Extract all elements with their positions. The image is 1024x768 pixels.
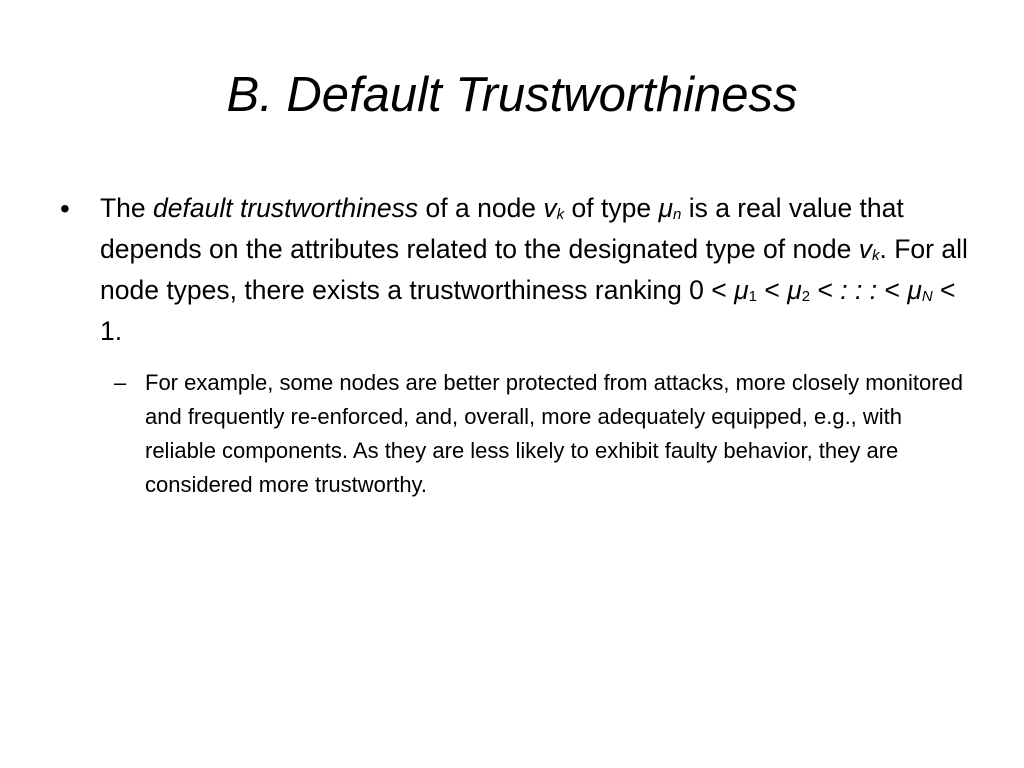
math-subscript: 1 [748, 288, 757, 305]
sub-bullet-marker: – [114, 370, 127, 395]
math-subscript: n [672, 206, 682, 223]
text-part: < [877, 275, 908, 305]
bullet-text [100, 188, 970, 352]
text-part: The [100, 193, 154, 223]
text-part: of type [564, 193, 659, 223]
math-ellipsis: : : : [840, 275, 878, 305]
math-subscript: 2 [801, 288, 811, 305]
math-variable: μ [734, 275, 749, 305]
text-part: of a node [418, 193, 544, 223]
math-variable: μ [658, 193, 673, 223]
sub-bullet-text: For example, some nodes are better protected from attacks, more closely monitored and frequently re-enforced, and, overall, more adequately equipped, e.g., with reliable components. As they are less likely to exhibit faulty behavior, they are considered more trustworthy. [145, 370, 964, 497]
bullet-marker: • [60, 193, 70, 224]
math-subscript: k [556, 206, 565, 223]
math-variable: μ [907, 275, 922, 305]
text-part: . For all node types, there exists a trustworthiness ranking 0 < [100, 234, 968, 305]
slide-content [60, 188, 970, 502]
slide-title: B. Default Trustworthiness [226, 68, 798, 122]
math-variable: μ [787, 275, 802, 305]
emphasis-term: default trustworthiness [153, 193, 419, 223]
text-part: < [810, 275, 841, 305]
sub-bullet-item [114, 366, 970, 502]
math-variable: v [858, 234, 873, 264]
text-part: < [757, 275, 788, 305]
text-part: < 1. [100, 275, 956, 346]
text-part: is a real value that depends on the attributes related to the designated type of node [100, 193, 904, 264]
math-subscript: N [921, 288, 933, 305]
math-variable: v [543, 193, 557, 223]
math-subscript: k [872, 247, 880, 264]
bullet-item [60, 188, 970, 352]
